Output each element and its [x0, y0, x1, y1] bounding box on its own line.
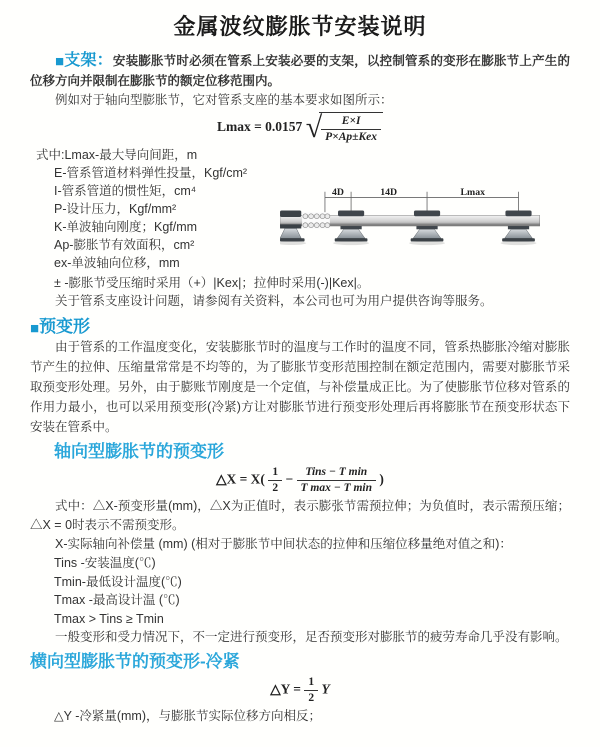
- formula-dx-denominator: T max − T min: [300, 482, 373, 494]
- pipe-support-diagram-svg: [280, 186, 570, 261]
- definition-lead: 式中:Lmax-最大导向间距，m: [36, 148, 198, 162]
- axial-note-1: 式中：△X-预变形量(mm)，△X为正值时，表示膨张节需预拉伸；为负值时，表示需预压缩；△X = 0时表示不需预变形。: [30, 499, 570, 532]
- support-example-text: 例如对于轴向型膨胀节，它对管系支座的基本要求如图所示：: [55, 93, 393, 107]
- support-intro-text: 安装膨胀节时必须在管系上安装必要的支架，以控制管系的变形在膨胀节上产生的位移方向并限制在膨胀节的额定位移范围内。: [30, 54, 570, 88]
- document-page: [0, 10, 600, 747]
- formula-dx-lhs: △X = X(: [216, 471, 265, 487]
- blue-square-icon: ■: [55, 53, 65, 70]
- axial-note-2: X-实际轴向补偿量 (mm) (相对于膨胀节中间状态的拉伸和压缩位移量绝对值之和)：: [55, 537, 512, 551]
- support-section-paragraph: [30, 51, 570, 91]
- guide-support: [409, 211, 445, 246]
- definition-item: ex-单波轴向位移，mm: [54, 256, 180, 270]
- temp-definition: Tmax -最高设计温 (℃): [54, 593, 180, 607]
- definitions-and-diagram: [30, 146, 570, 272]
- formula-lmax-radicand: [319, 112, 383, 144]
- diagram-label-14d: 14D: [380, 186, 398, 198]
- plus-minus-note: ± -膨胀节受压缩时采用（+）|Kex|；拉伸时采用(-)|Kex|。: [54, 276, 370, 290]
- formula-dx-rhs: ): [379, 471, 384, 487]
- consult-note: 关于管系支座设计问题，请参阅有关资料，本公司也可为用户提供咨询等服务。: [55, 294, 493, 308]
- definition-item: P-设计压力，Kgf/mm²: [54, 202, 177, 216]
- formula-delta-y: [30, 676, 570, 705]
- formula-dx-half: [268, 466, 282, 495]
- diagram-label-lmax: Lmax: [460, 186, 486, 198]
- symbol-definitions-list: [30, 146, 280, 272]
- definition-item: Ap-膨胀节有效面积，cm²: [54, 238, 195, 252]
- formula-dy-rhs: Y: [321, 681, 330, 697]
- definition-item: E-管系管道材料弹性投量，Kgf/cm²: [54, 166, 248, 180]
- support-section-label: 支架：: [64, 52, 113, 69]
- preform-body-text: 由于管系的工作温度变化，安装膨胀节时的温度与工作时的温度不同，管系热膨胀冷缩对膨胀节产生的拉伸、压缩量常常是不均等的，为了膨胀节变形范围控制在额定范围内，需要对膨胀节采取预变形处理。另外，由于膨账节刚度是一个定值，与补偿量成正比。为了使膨胀节位移对管系的作用力最小，也可以采用预变形(冷紧)方让对膨胀节进行预变形处理后再将膨胀节在预变形状态下安装在管系中。: [30, 340, 570, 434]
- definition-item: I-管系管道的惯性矩，cm⁴: [54, 184, 197, 198]
- pipe-support-diagram: [280, 146, 570, 272]
- formula-dx-numerator: Tins − T min: [297, 466, 377, 481]
- formula-lmax: [30, 112, 570, 144]
- diagram-label-4d: 4D: [332, 186, 345, 198]
- formula-dx-temp-fraction: [297, 466, 377, 495]
- formula-dy-lhs: △Y =: [270, 681, 301, 697]
- formula-dy-half: [304, 676, 318, 705]
- formula-lmax-lhs: Lmax = 0.0157: [216, 119, 303, 135]
- definition-item: K-单波轴向刚度；Kgf/mm: [54, 220, 198, 234]
- section-heading-preform: [30, 316, 570, 337]
- formula-dy-num: 1: [304, 676, 318, 691]
- formula-lmax-denominator: P×Ap±Kex: [325, 131, 377, 143]
- sqrt-radical-sign: √: [305, 111, 323, 144]
- lateral-note: △Y -冷紧量(mm)，与膨胀节实际位移方向相反；: [54, 709, 322, 723]
- preform-heading-text: 预变形: [39, 317, 91, 336]
- guide-support: [501, 211, 537, 246]
- axial-note-3: 一般变形和受力情况下，不一定进行预变形，足否预变形对膨胀节的疲劳寿命几乎没有影响。: [55, 630, 568, 644]
- bellows-icon: [302, 212, 330, 229]
- formula-dy-den: 2: [308, 692, 315, 704]
- blue-square-icon: ■: [30, 320, 40, 337]
- subsection-heading-axial: 轴向型膨胀节的预变形: [54, 442, 224, 461]
- formula-delta-x: [30, 466, 570, 495]
- formula-dx-half-den: 2: [272, 482, 279, 494]
- temp-definition: Tmax > Tins ≥ Tmin: [54, 611, 164, 626]
- page-title: 金属波纹膨胀节安装说明: [173, 14, 427, 39]
- formula-dx-minus: −: [285, 471, 294, 487]
- subsection-heading-lateral: 横向型膨胀节的预变形-冷紧: [30, 652, 240, 671]
- formula-dx-half-num: 1: [268, 466, 282, 481]
- guide-support: [333, 211, 369, 246]
- temp-definition: Tmin-最低设计温度(℃): [54, 574, 182, 589]
- temp-definition: Tins -安装温度(℃): [54, 556, 156, 570]
- formula-lmax-numerator: E×I: [321, 115, 381, 130]
